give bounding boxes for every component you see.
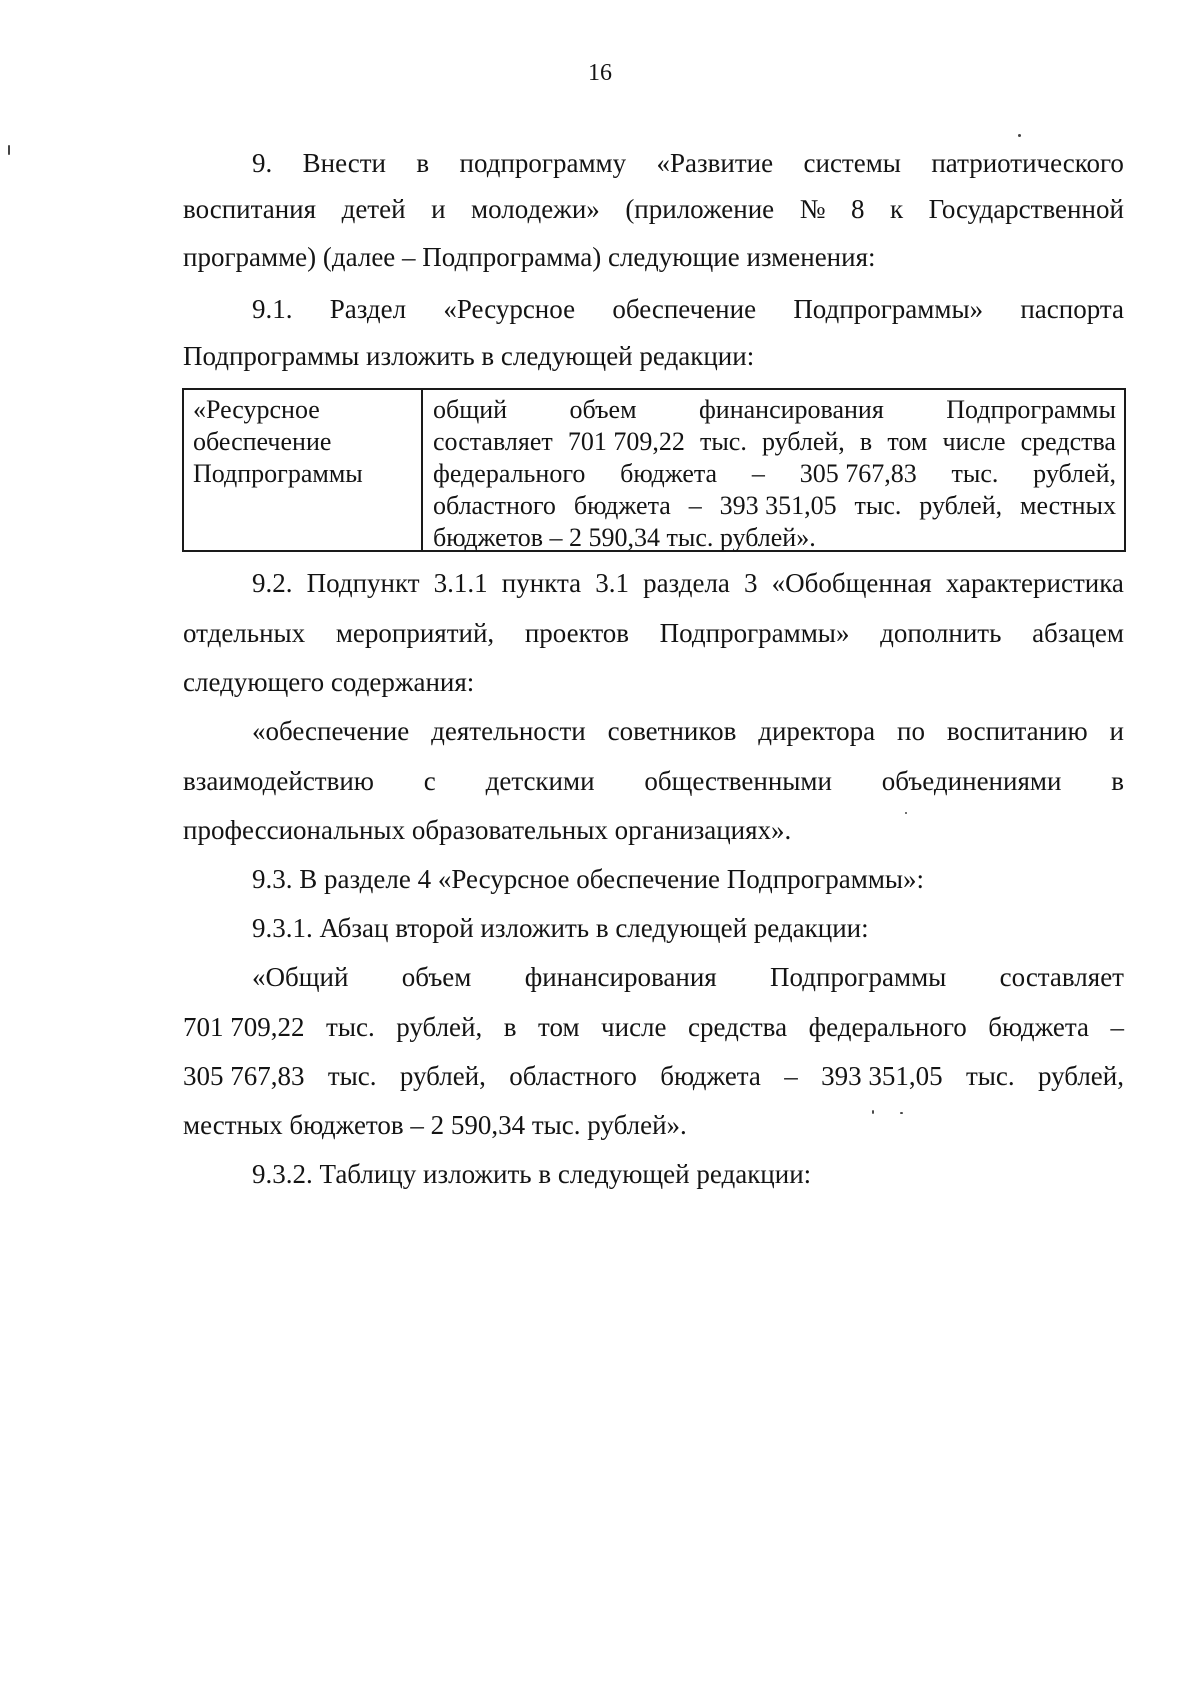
quote9-3-1-line2 <box>183 1009 1124 1045</box>
word: директора <box>758 716 876 746</box>
scan-speck <box>1018 134 1021 137</box>
word: местных <box>1020 491 1116 520</box>
word: патриотического <box>931 148 1124 178</box>
word: советников <box>607 716 737 746</box>
table-value-line <box>433 426 1116 458</box>
item9-1-line1 <box>252 291 1124 327</box>
word: 3 <box>744 568 758 598</box>
word: рублей, <box>919 491 1003 520</box>
scan-speck <box>8 145 10 155</box>
word: бюджета <box>988 1012 1089 1042</box>
word: Подпрограммы <box>770 962 947 992</box>
quote9-3-1-line4: местных бюджетов – 2 590,34 тыс. рублей». <box>183 1110 687 1140</box>
item9-2-line1 <box>252 565 1124 601</box>
scan-speck <box>905 812 907 814</box>
word: тыс. <box>327 1061 377 1091</box>
word: 9. <box>252 148 273 178</box>
word: тыс. <box>699 427 747 456</box>
word: общественными <box>644 766 832 796</box>
scan-speck <box>872 1110 874 1114</box>
word: тыс. <box>965 1061 1015 1091</box>
word: взаимодействию <box>183 766 374 796</box>
word: 701 709,22 <box>183 1012 305 1042</box>
word: детей <box>341 194 406 224</box>
table-value-line <box>433 458 1116 490</box>
word: Подпрограммы <box>946 395 1116 424</box>
word: отдельных <box>183 618 306 648</box>
word: 305 767,83 <box>183 1061 305 1091</box>
word: том <box>538 1012 580 1042</box>
table-value-cell <box>423 390 1124 550</box>
word: рублей, <box>761 427 845 456</box>
section9-line1 <box>252 145 1124 181</box>
word: паспорта <box>1020 294 1124 324</box>
table-value-line <box>433 394 1116 426</box>
table-label-line: «Ресурсное <box>193 395 320 424</box>
word: 3.1 <box>595 568 629 598</box>
word: том <box>887 427 928 456</box>
word: областного <box>433 491 556 520</box>
word: в <box>416 148 430 178</box>
word: 3.1.1 <box>433 568 488 598</box>
item9-1-line2: Подпрограммы изложить в следующей редакции: <box>183 341 755 371</box>
word: в <box>1111 766 1124 796</box>
item9-2-line2 <box>183 615 1124 651</box>
word: составляет <box>433 427 553 456</box>
quote9-3-1-line3 <box>183 1058 1124 1094</box>
word: числе <box>601 1012 667 1042</box>
word: средства <box>688 1012 788 1042</box>
item9-2-line3: следующего содержания: <box>183 667 475 697</box>
word: 9.2. <box>252 568 293 598</box>
word: федерального <box>433 459 586 488</box>
word: детскими <box>485 766 595 796</box>
table-label-cell <box>184 390 423 550</box>
word: с <box>423 766 436 796</box>
word: абзацем <box>1032 618 1124 648</box>
word: Подпункт <box>306 568 420 598</box>
item9-3-2: 9.3.2. Таблицу изложить в следующей редакции: <box>252 1159 812 1189</box>
quote9-2-line2 <box>183 763 1124 799</box>
quote9-3-1-line1 <box>252 959 1124 995</box>
word: рублей, <box>399 1061 486 1091</box>
quote9-2-line3: профессиональных образовательных организациях». <box>183 815 792 845</box>
word: обеспечение <box>612 294 757 324</box>
word: 305 767,83 <box>799 459 917 488</box>
word: рублей, <box>1033 459 1116 488</box>
word: – <box>751 459 765 488</box>
word: Внести <box>302 148 386 178</box>
word: Подпрограммы» <box>659 618 850 648</box>
word: мероприятий, <box>335 618 495 648</box>
table-value-line: бюджетов – 2 590,34 тыс. рублей». <box>433 523 816 552</box>
word: областного <box>509 1061 637 1091</box>
word: раздела <box>643 568 730 598</box>
word: 393 351,05 <box>719 491 837 520</box>
word: 9.1. <box>252 294 293 324</box>
word: дополнить <box>880 618 1002 648</box>
word: «Обобщенная <box>771 568 932 598</box>
word: бюджета <box>620 459 718 488</box>
word: средства <box>1020 427 1116 456</box>
table-label-line: обеспечение <box>193 427 332 456</box>
page-number: 16 <box>588 60 612 86</box>
word: проектов <box>524 618 630 648</box>
word: общий <box>433 395 508 424</box>
word: финансирования <box>524 962 717 992</box>
word: по <box>897 716 925 746</box>
resource-table <box>182 388 1126 552</box>
word: 8 <box>850 194 865 224</box>
item9-3-1: 9.3.1. Абзац второй изложить в следующей редакции: <box>252 913 869 943</box>
word: Государственной <box>928 194 1124 224</box>
word: – <box>784 1061 798 1091</box>
word: – <box>688 491 702 520</box>
word: Подпрограммы» <box>793 294 984 324</box>
word: воспитания <box>183 194 317 224</box>
word: рублей, <box>1037 1061 1124 1091</box>
word: в <box>503 1012 517 1042</box>
table-value-line <box>433 490 1116 522</box>
word: тыс. <box>854 491 902 520</box>
word: объем <box>401 962 472 992</box>
word: числе <box>942 427 1006 456</box>
section9-line3: программе) (далее – Подпрограмма) следующие изменения: <box>183 242 876 272</box>
word: «Ресурсное <box>443 294 576 324</box>
word: бюджета <box>660 1061 761 1091</box>
word: «обеспечение <box>252 716 410 746</box>
word: (приложение <box>625 194 775 224</box>
word: молодежи» <box>471 194 600 224</box>
word: объем <box>569 395 637 424</box>
table-label-line: Подпрограммы <box>193 459 363 488</box>
word: федерального <box>808 1012 967 1042</box>
word: «Общий <box>252 962 349 992</box>
quote9-2-line1 <box>252 713 1124 749</box>
word: и <box>431 194 446 224</box>
word: и <box>1109 716 1124 746</box>
word: № <box>799 194 826 224</box>
word: деятельности <box>431 716 586 746</box>
word: «Развитие <box>656 148 774 178</box>
word: – <box>1110 1012 1124 1042</box>
word: Раздел <box>329 294 407 324</box>
word: 701 709,22 <box>567 427 685 456</box>
scan-speck <box>900 1112 903 1114</box>
word: характеристика <box>945 568 1124 598</box>
word: составляет <box>999 962 1124 992</box>
word: бюджета <box>573 491 671 520</box>
word: подпрограмму <box>459 148 627 178</box>
word: 393 351,05 <box>821 1061 943 1091</box>
word: к <box>889 194 904 224</box>
word: в <box>859 427 873 456</box>
section9-line2 <box>183 191 1124 227</box>
word: пункта <box>501 568 582 598</box>
word: финансирования <box>698 395 884 424</box>
word: тыс. <box>326 1012 375 1042</box>
word: системы <box>803 148 901 178</box>
word: воспитанию <box>946 716 1088 746</box>
item9-3: 9.3. В разделе 4 «Ресурсное обеспечение Подпрограммы»: <box>252 864 925 894</box>
word: тыс. <box>951 459 999 488</box>
word: рублей, <box>396 1012 483 1042</box>
word: объединениями <box>881 766 1062 796</box>
